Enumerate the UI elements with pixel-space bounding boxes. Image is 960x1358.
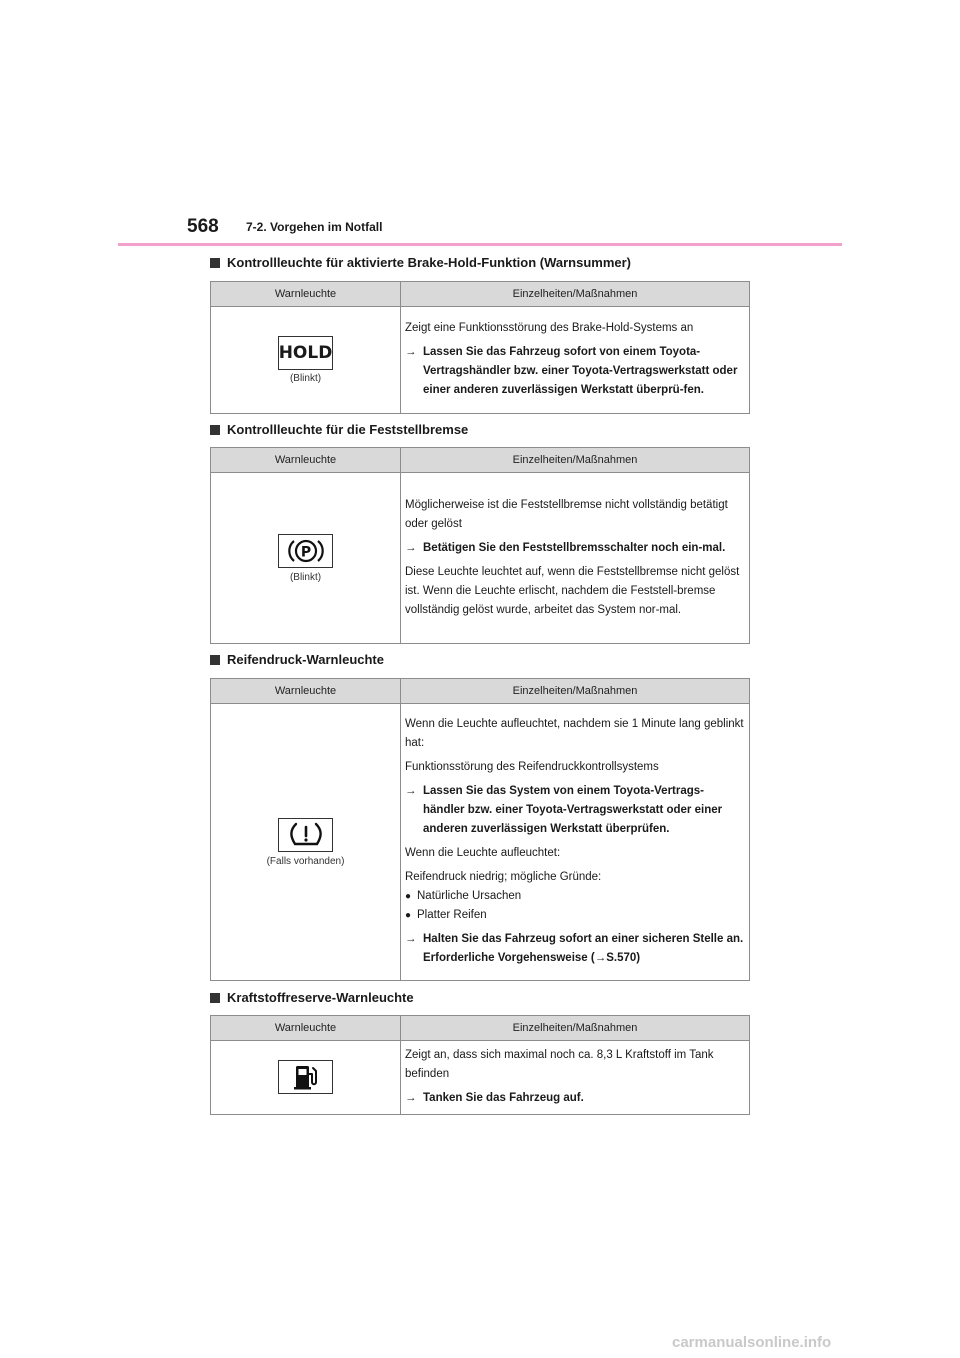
action-item <box>405 539 744 558</box>
table-header-row <box>211 282 750 307</box>
section-heading-text: Kontrollleuchte für die Feststellbremse <box>227 422 469 437</box>
bullet-icon: ● <box>405 891 412 902</box>
tire-pressure-table <box>210 678 750 981</box>
detail-text: Diese Leuchte leuchtet auf, wenn die Feststellbremse nicht gelöst ist. Wenn die Leuchte erlischt, nachdem die Feststell-bremse vollständig gelöst wurde, arbeitet das System nor-mal. <box>405 565 740 616</box>
watermark: carmanualsonline.info <box>672 1334 832 1351</box>
section-heading-tire-pressure <box>210 652 384 667</box>
header-warnleuchte: Warnleuchte <box>211 448 401 473</box>
brake-hold-table <box>210 281 750 414</box>
detail-text: Wenn die Leuchte aufleuchtet, nachdem sie 1 Minute lang geblinkt hat: <box>405 718 744 749</box>
arrow-icon: → <box>405 346 417 358</box>
section-heading-text: Kraftstoffreserve-Warnleuchte <box>227 990 414 1005</box>
action-text: Tanken Sie das Fahrzeug auf. <box>423 1092 584 1104</box>
warning-light-cell <box>211 1041 401 1115</box>
detail-text: Funktionsstörung des Reifendruckkontrollsystems <box>405 761 659 773</box>
header-warnleuchte: Warnleuchte <box>211 1016 401 1041</box>
icon-caption: (Blinkt) <box>289 373 322 384</box>
section-heading-brake-hold <box>210 255 631 270</box>
tire-pressure-symbol <box>286 820 326 850</box>
table-header-row <box>211 448 750 473</box>
section-heading-text: Reifendruck-Warnleuchte <box>227 652 384 667</box>
action-item <box>405 930 744 968</box>
fuel-pump-symbol <box>288 1062 324 1092</box>
action-text: Halten Sie das Fahrzeug sofort an einer sicheren Stelle an. <box>423 933 744 945</box>
header-details: Einzelheiten/Maßnahmen <box>401 282 750 307</box>
svg-text:P: P <box>300 544 311 560</box>
detail-text: Wenn die Leuchte aufleuchtet: <box>405 847 561 859</box>
action-text: Betätigen Sie den Feststellbremsschalter noch ein-mal. <box>423 541 726 554</box>
action-item <box>405 1089 744 1108</box>
fuel-pump-icon <box>278 1060 333 1094</box>
table-header-row <box>211 679 750 704</box>
list-item-text: Platter Reifen <box>417 909 487 921</box>
detail-text: Zeigt an, dass sich maximal noch ca. 8,3 L Kraftstoff im Tank befinden <box>405 1049 714 1080</box>
table-header-row <box>211 1016 750 1041</box>
page-reference-link[interactable]: S.570 <box>606 952 637 964</box>
header-divider <box>118 243 842 246</box>
arrow-icon: → <box>405 785 417 797</box>
details-cell <box>401 307 750 414</box>
action-text: Lassen Sie das System von einem Toyota-Vertrags-händler bzw. einer Toyota-Vertragswerkstatt oder einer anderen zuverlässigen Werkstatt überprüfen. <box>423 785 723 835</box>
action-text: Lassen Sie das Fahrzeug sofort von einem Toyota-Vertragshändler bzw. einer Toyota-Vertragswerkstatt oder einer anderen zuverlässigen Werkstatt überprü-fen. <box>423 346 738 396</box>
bullet-icon: ● <box>405 910 412 921</box>
tire-pressure-icon <box>278 818 333 852</box>
header-warnleuchte: Warnleuchte <box>211 282 401 307</box>
hold-icon: HOLD <box>278 336 333 370</box>
list-item-text: Natürliche Ursachen <box>417 890 522 902</box>
parking-brake-symbol <box>286 536 326 566</box>
table-row <box>211 1041 750 1115</box>
chapter-title: 7-2. Vorgehen im Notfall <box>246 220 383 234</box>
warning-light-cell <box>211 307 401 414</box>
detail-text: Zeigt eine Funktionsstörung des Brake-Hold-Systems an <box>405 322 694 334</box>
arrow-icon: → <box>405 1092 417 1104</box>
table-row <box>211 704 750 981</box>
arrow-icon: → <box>594 952 607 964</box>
header-details: Einzelheiten/Maßnahmen <box>401 679 750 704</box>
parking-brake-table <box>210 447 750 644</box>
square-bullet-icon <box>210 425 220 435</box>
section-heading-parking-brake <box>210 422 468 437</box>
list-item <box>405 906 744 925</box>
square-bullet-icon <box>210 655 220 665</box>
list-item <box>405 887 744 906</box>
action-item <box>405 782 744 839</box>
details-cell <box>401 704 750 981</box>
section-heading-text: Kontrollleuchte für aktivierte Brake-Hold-Funktion (Warnsummer) <box>227 255 632 270</box>
header-details: Einzelheiten/Maßnahmen <box>401 1016 750 1041</box>
arrow-icon: → <box>405 541 417 554</box>
table-row <box>211 473 750 644</box>
detail-text: Reifendruck niedrig; mögliche Gründe: <box>405 871 602 883</box>
icon-caption: (Blinkt) <box>289 571 322 583</box>
icon-caption: (Falls vorhanden) <box>266 855 345 867</box>
warning-light-cell <box>211 473 401 644</box>
section-heading-fuel-reserve <box>210 990 414 1005</box>
action-item <box>405 343 744 400</box>
square-bullet-icon <box>210 258 220 268</box>
header-details: Einzelheiten/Maßnahmen <box>401 448 750 473</box>
warning-light-cell <box>211 704 401 981</box>
table-row <box>211 307 750 414</box>
arrow-icon: → <box>405 933 417 945</box>
detail-text: Möglicherweise ist die Feststellbremse nicht vollständig betätigt oder gelöst <box>405 498 728 530</box>
action-text-ref: Erforderliche Vorgehensweise (→S.570) <box>423 952 641 964</box>
fuel-reserve-table <box>210 1015 750 1115</box>
details-cell <box>401 1041 750 1115</box>
page-number: 568 <box>187 216 219 237</box>
parking-brake-icon <box>278 534 333 568</box>
header-warnleuchte: Warnleuchte <box>211 679 401 704</box>
square-bullet-icon <box>210 993 220 1003</box>
details-cell <box>401 473 750 644</box>
